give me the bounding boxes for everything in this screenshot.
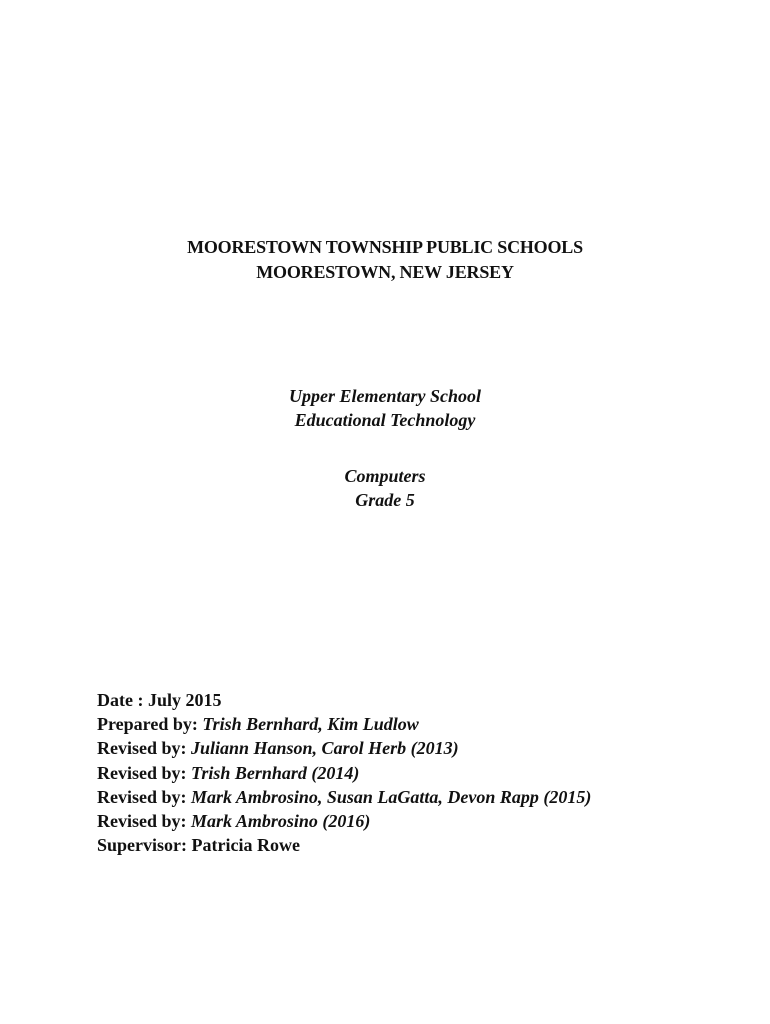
credit-row-revised-2015	[97, 785, 591, 809]
course-block	[0, 464, 770, 512]
revised-by-value: Trish Bernhard (2014)	[191, 762, 360, 783]
school-name: Upper Elementary School	[289, 386, 481, 406]
revised-by-label: Revised by:	[97, 762, 191, 783]
credits-block	[97, 688, 591, 857]
credit-row-date	[97, 688, 591, 712]
school-block	[0, 384, 770, 432]
credit-row-revised-2013	[97, 736, 591, 760]
supervisor-value: Patricia Rowe	[191, 835, 300, 856]
date-value: July 2015	[147, 690, 222, 710]
revised-by-value: Mark Ambrosino (2016)	[191, 811, 371, 832]
course-name: Computers	[344, 466, 426, 486]
supervisor-label: Supervisor:	[97, 835, 192, 856]
credit-row-revised-2016	[97, 809, 591, 833]
revised-by-value: Mark Ambrosino, Susan LaGatta, Devon Rapp (2015)	[191, 786, 592, 807]
department-name: Educational Technology	[294, 410, 476, 430]
grade-level: Grade 5	[355, 490, 415, 510]
prepared-by-value: Trish Bernhard, Kim Ludlow	[202, 714, 419, 735]
date-label: Date :	[97, 690, 148, 710]
revised-by-label: Revised by:	[97, 738, 191, 759]
district-location: MOORESTOWN, NEW JERSEY	[256, 262, 514, 282]
credit-row-supervisor	[97, 833, 591, 857]
district-name: MOORESTOWN TOWNSHIP PUBLIC SCHOOLS	[187, 237, 583, 257]
credit-row-prepared	[97, 712, 591, 736]
credit-row-revised-2014	[97, 761, 591, 785]
revised-by-label: Revised by:	[97, 811, 191, 832]
revised-by-value: Juliann Hanson, Carol Herb (2013)	[191, 738, 459, 759]
prepared-by-label: Prepared by:	[97, 714, 203, 735]
district-header	[0, 235, 770, 285]
revised-by-label: Revised by:	[97, 786, 191, 807]
